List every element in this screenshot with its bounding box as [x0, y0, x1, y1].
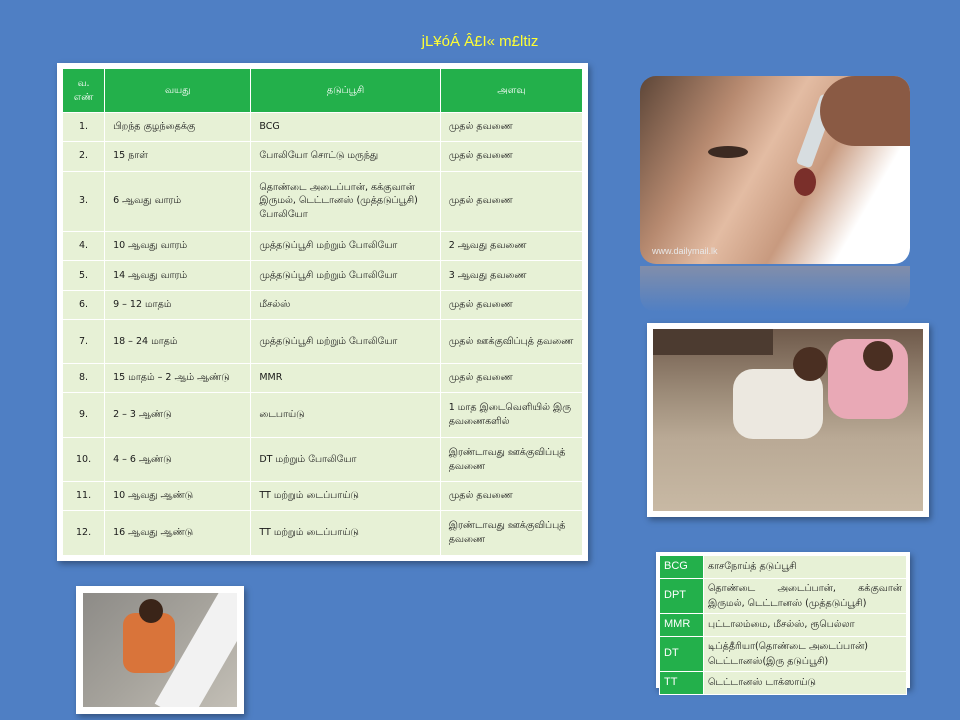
row-dose: இரண்டாவது ஊக்குவிப்புத் தவணை — [440, 511, 582, 556]
abbreviation-legend-card — [656, 552, 910, 688]
girl-sitting-photo — [76, 586, 244, 714]
row-vaccine: TT மற்றும் டைப்பாய்டு — [251, 511, 440, 556]
table-row — [63, 171, 583, 232]
vaccination-schedule-card — [57, 63, 588, 561]
child-head-shape — [793, 347, 827, 381]
legend-meaning: டெட்டானஸ் டாக்ஸாய்டு — [704, 671, 907, 694]
row-no: 10. — [63, 437, 105, 481]
row-age: 10 ஆவது ஆண்டு — [105, 482, 251, 511]
legend-abbr: BCG — [660, 556, 704, 579]
header-no: வ. எண் — [63, 69, 105, 113]
row-vaccine: BCG — [251, 113, 440, 142]
row-dose: 3 ஆவது தவணை — [440, 261, 582, 290]
row-vaccine: முத்தடுப்பூசி மற்றும் போலியோ — [251, 232, 440, 261]
row-dose: முதல் தவணை — [440, 290, 582, 319]
row-vaccine: முத்தடுப்பூசி மற்றும் போலியோ — [251, 319, 440, 363]
slide-title: jL¥óÁ Â£I« m£ltiz — [421, 33, 539, 50]
legend-meaning: காசநோய்த் தடுப்பூசி — [704, 556, 907, 579]
row-age: 10 ஆவது வாரம் — [105, 232, 251, 261]
row-no: 2. — [63, 142, 105, 171]
legend-meaning: டிப்த்தீரியா(தொண்டை அடைப்பான்) டெட்டானஸ்(இரு தடுப்பூசி) — [704, 636, 907, 671]
row-dose: முதல் தவணை — [440, 482, 582, 511]
row-no: 12. — [63, 511, 105, 556]
row-age: 2 – 3 ஆண்டு — [105, 393, 251, 437]
header-vaccine: தடுப்பூசி — [251, 69, 440, 113]
photo-watermark: www.dailymail.lk — [652, 246, 718, 256]
hand-shape — [820, 76, 910, 146]
table-row — [63, 142, 583, 171]
row-age: பிறந்த குழந்தைக்கு — [105, 113, 251, 142]
row-dose: 2 ஆவது தவணை — [440, 232, 582, 261]
row-vaccine: போலியோ சொட்டு மருந்து — [251, 142, 440, 171]
legend-row — [660, 613, 907, 636]
row-age: 15 நாள் — [105, 142, 251, 171]
row-dose: முதல் தவணை — [440, 364, 582, 393]
table-row — [63, 261, 583, 290]
table-row — [63, 393, 583, 437]
row-no: 9. — [63, 393, 105, 437]
girl-head-shape — [139, 599, 163, 623]
header-age: வயது — [105, 69, 251, 113]
row-age: 14 ஆவது வாரம் — [105, 261, 251, 290]
table-row — [63, 437, 583, 481]
row-dose: முதல் தவணை — [440, 171, 582, 232]
row-age: 18 – 24 மாதம் — [105, 319, 251, 363]
table-row — [63, 511, 583, 556]
table-row — [63, 113, 583, 142]
table-row — [63, 232, 583, 261]
table-row — [63, 364, 583, 393]
legend-abbr: MMR — [660, 613, 704, 636]
table-row — [63, 482, 583, 511]
crawling-children-photo — [647, 323, 929, 517]
legend-abbr: DPT — [660, 578, 704, 613]
row-dose: முதல் தவணை — [440, 113, 582, 142]
row-dose: இரண்டாவது ஊக்குவிப்புத் தவணை — [440, 437, 582, 481]
row-vaccine: DT மற்றும் போலியோ — [251, 437, 440, 481]
row-no: 6. — [63, 290, 105, 319]
legend-meaning: தொண்டை அடைப்பான், கக்குவான் இருமல், டெட்டானஸ் (முத்தடுப்பூசி) — [704, 578, 907, 613]
desk-shape — [653, 329, 773, 355]
abbreviation-legend-table — [659, 555, 907, 695]
polio-drops-photo — [640, 76, 910, 264]
polio-drops-photo-reflection — [640, 266, 910, 312]
row-vaccine: TT மற்றும் டைப்பாய்டு — [251, 482, 440, 511]
table-row — [63, 319, 583, 363]
row-vaccine: டைபாய்டு — [251, 393, 440, 437]
row-age: 9 – 12 மாதம் — [105, 290, 251, 319]
row-dose: 1 மாத இடைவெளியில் இரு தவணைகளில் — [440, 393, 582, 437]
legend-meaning: புட்டாலம்மை, மீசல்ஸ், ரூபெல்லா — [704, 613, 907, 636]
row-age: 4 – 6 ஆண்டு — [105, 437, 251, 481]
row-vaccine: MMR — [251, 364, 440, 393]
legend-abbr: DT — [660, 636, 704, 671]
photo-mouth-shape — [794, 168, 816, 196]
row-dose: முதல் தவணை — [440, 142, 582, 171]
row-no: 5. — [63, 261, 105, 290]
row-vaccine: மீசல்ஸ் — [251, 290, 440, 319]
legend-abbr: TT — [660, 671, 704, 694]
table-header-row — [63, 69, 583, 113]
row-no: 4. — [63, 232, 105, 261]
vaccination-schedule-table — [62, 68, 583, 556]
table-row — [63, 290, 583, 319]
row-age: 16 ஆவது ஆண்டு — [105, 511, 251, 556]
row-vaccine: முத்தடுப்பூசி மற்றும் போலியோ — [251, 261, 440, 290]
row-vaccine: தொண்டை அடைப்பான், கக்குவான் இருமல், டெட்டானஸ் (முத்தடுப்பூசி) போலியோ — [251, 171, 440, 232]
row-no: 3. — [63, 171, 105, 232]
legend-row — [660, 671, 907, 694]
legend-row — [660, 556, 907, 579]
row-age: 15 மாதம் – 2 ஆம் ஆண்டு — [105, 364, 251, 393]
header-dose: அளவு — [440, 69, 582, 113]
row-no: 7. — [63, 319, 105, 363]
legend-row — [660, 636, 907, 671]
row-dose: முதல் ஊக்குவிப்புத் தவணை — [440, 319, 582, 363]
row-no: 1. — [63, 113, 105, 142]
row-age: 6 ஆவது வாரம் — [105, 171, 251, 232]
child-head-shape — [863, 341, 893, 371]
legend-row — [660, 578, 907, 613]
crawling-children-image — [653, 329, 923, 511]
girl-sitting-image — [83, 593, 237, 707]
row-no: 8. — [63, 364, 105, 393]
row-no: 11. — [63, 482, 105, 511]
photo-eye-shape — [708, 146, 748, 158]
